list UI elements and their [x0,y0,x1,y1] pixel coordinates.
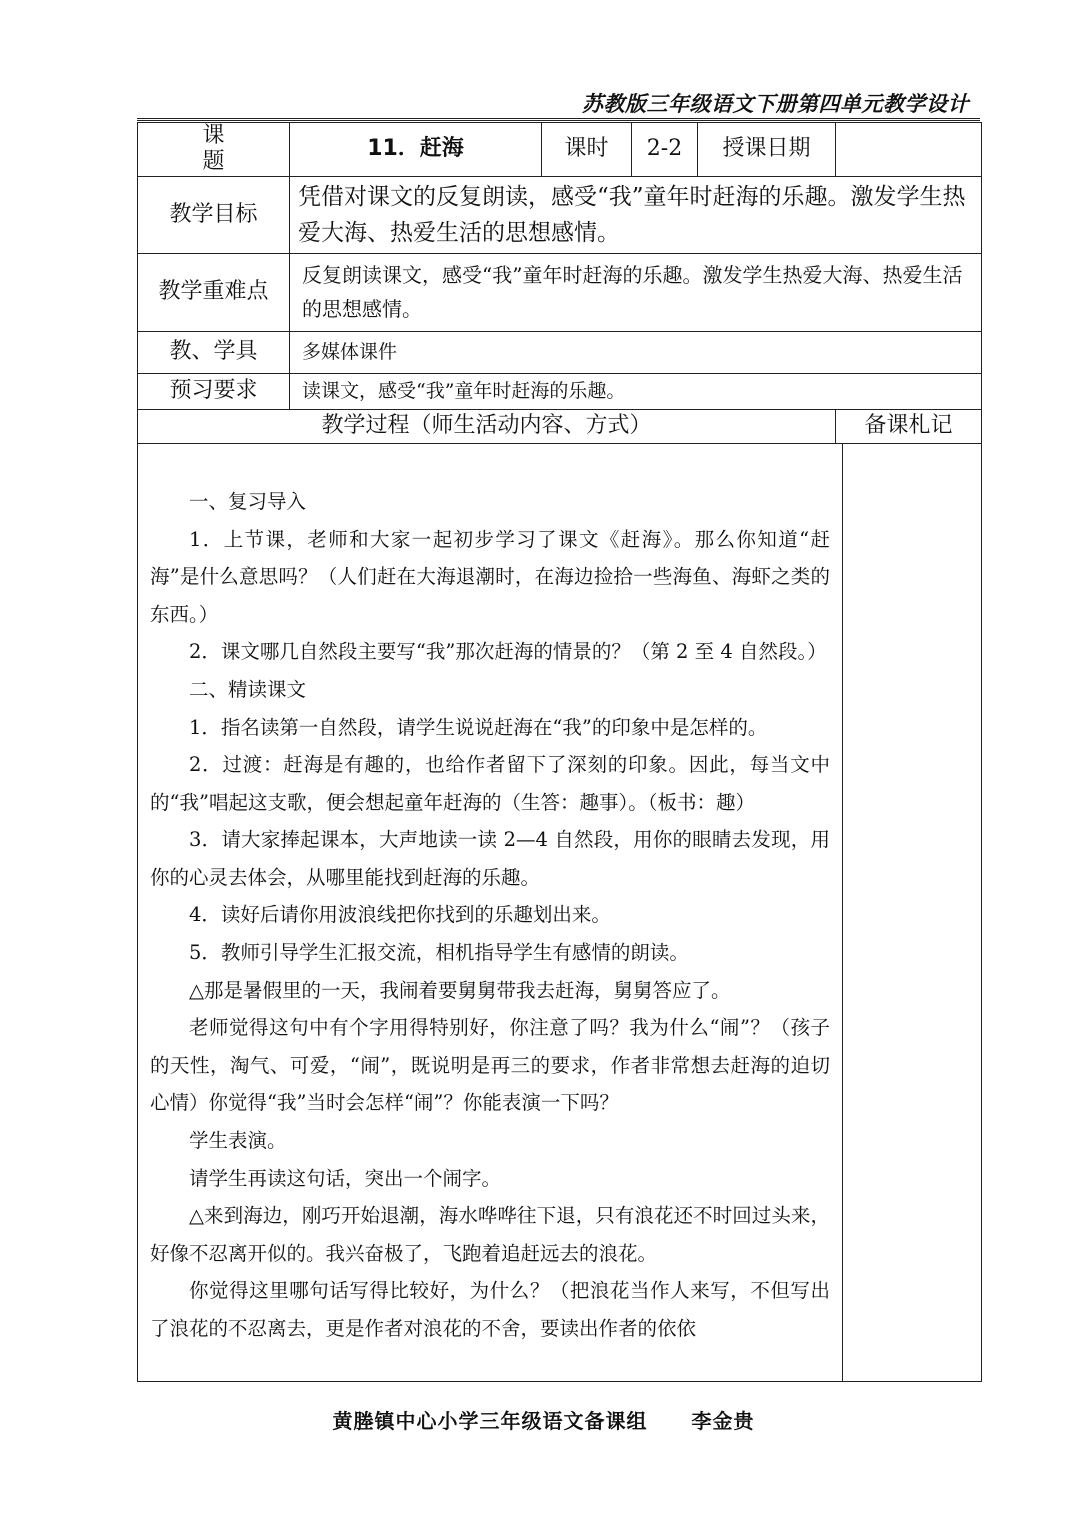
process-paragraph: 2．过渡：赶海是有趣的，也给作者留下了深刻的印象。因此，每当文中的“我”唱起这支歌，便会想起童年赶海的（生答：趣事）。（板书：趣） [150,753,830,814]
date-label: 授课日期 [698,123,836,177]
row-preview [138,373,982,409]
process-paragraph: 1．上节课，老师和大家一起初步学习了课文《赶海》。那么你知道“赶海”是什么意思吗？（人们赶在大海退潮时，在海边捡拾一些海鱼、海虾之类的东西。） [150,527,830,626]
row-goals [138,176,982,253]
header-rule [137,118,980,121]
notes-content [843,443,982,1381]
tools-label: 教、学具 [138,331,290,373]
goals-label: 教学目标 [138,176,290,253]
goals-text: 凭借对课文的反复朗读，感受“我”童年时赶海的乐趣。激发学生热爱大海、热爱生活的思想感情。 [290,176,982,253]
tools-text: 多媒体课件 [290,331,982,373]
lesson-plan-table [137,122,982,1382]
key-points-label: 教学重难点 [138,253,290,331]
document-footer [0,1405,1087,1434]
footer-author: 李金贵 [691,1409,755,1433]
process-paragraph: 3．请大家捧起课本，大声地读一读 2—4 自然段，用你的眼睛去发现，用你的心灵去体会，从哪里能找到赶海的乐趣。 [150,828,830,889]
process-paragraph: 一、复习导入 [189,489,307,513]
process-paragraph: 5．教师引导学生汇报交流，相机指导学生有感情的朗读。 [189,941,689,965]
row-key-points [138,253,982,331]
topic-value: 11．赶海 [290,123,542,177]
footer-school: 黄塍镇中心小学三年级语文备课组 [332,1409,648,1433]
key-points-text: 反复朗读课文，感受“我”童年时赶海的乐趣。激发学生热爱大海、热爱生活的思想感情。 [290,253,982,331]
process-paragraph: △那是暑假里的一天，我闹着要舅舅带我去赶海，舅舅答应了。 [189,978,731,1002]
process-paragraph: △来到海边，刚巧开始退潮，海水哗哗往下退，只有浪花还不时回过头来，好像不忍离开似的。我兴奋极了，飞跑着追赶远去的浪花。 [150,1204,830,1265]
process-content [138,443,843,1381]
notes-header: 备课札记 [836,409,982,443]
process-paragraph: 老师觉得这句中有个字用得特别好，你注意了吗？我为什么“闹”？（孩子的天性，淘气、可爱，“闹”，既说明是再三的要求，作者非常想去赶海的迫切心情）你觉得“我”当时会怎样“闹”？你能表演一下吗？ [150,1016,830,1115]
process-paragraph: 学生表演。 [189,1129,287,1153]
date-value [836,123,982,177]
row-topic [138,123,982,177]
process-header: 教学过程（师生活动内容、方式） [138,409,836,443]
preview-text: 读课文，感受“我”童年时赶海的乐趣。 [290,373,982,409]
process-paragraph: 你觉得这里哪句话写得比较好，为什么？（把浪花当作人来写，不但写出了浪花的不忍离去，更是作者对浪花的不舍，要读出作者的依依 [150,1279,830,1341]
period-value: 2-2 [632,123,698,177]
document-header-title: 苏教版三年级语文下册第四单元教学设计 [582,92,969,116]
process-paragraph: 4．读好后请你用波浪线把你找到的乐趣划出来。 [189,903,611,927]
process-paragraph: 请学生再读这句话，突出一个闹字。 [189,1166,502,1190]
period-label: 课时 [542,123,632,177]
process-paragraph: 2．课文哪几自然段主要写“我”那次赶海的情景的？（第 2 至 4 自然段。） [189,640,827,664]
process-paragraph: 1．指名读第一自然段，请学生说说赶海在“我”的印象中是怎样的。 [189,715,768,739]
preview-label: 预习要求 [138,373,290,409]
row-process-header [138,409,982,443]
process-paragraph: 二、精读课文 [189,677,307,701]
topic-label: 课 题 [138,123,290,177]
row-tools [138,331,982,373]
row-process-body [138,443,982,1381]
